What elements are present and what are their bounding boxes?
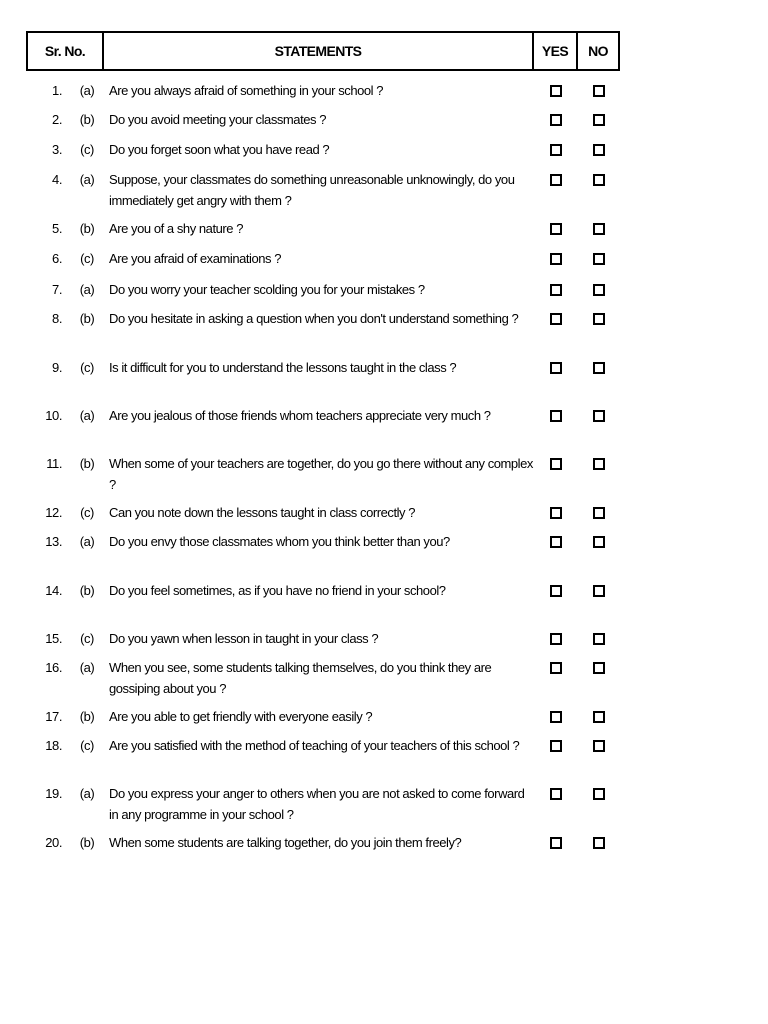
row-number: 3. — [52, 142, 62, 157]
yes-checkbox[interactable] — [550, 85, 562, 97]
row-subpart: (b) — [79, 112, 95, 127]
no-checkbox[interactable] — [593, 144, 605, 156]
yes-checkbox[interactable] — [550, 633, 562, 645]
row-number: 17. — [45, 709, 62, 724]
no-checkbox[interactable] — [593, 788, 605, 800]
yes-checkbox[interactable] — [550, 284, 562, 296]
no-checkbox[interactable] — [593, 85, 605, 97]
no-checkbox[interactable] — [593, 410, 605, 422]
row-subpart: (c) — [80, 738, 94, 753]
yes-checkbox[interactable] — [550, 585, 562, 597]
row-subpart: (a) — [79, 282, 95, 297]
row-subpart: (b) — [79, 456, 95, 471]
row-statement: When some of your teachers are together, do you go there without any complex ? — [109, 456, 533, 492]
no-checkbox[interactable] — [593, 174, 605, 186]
no-checkbox[interactable] — [593, 662, 605, 674]
row-statement: When some students are talking together, do you join them freely? — [109, 835, 462, 850]
no-checkbox[interactable] — [593, 585, 605, 597]
row-statement: Are you of a shy nature ? — [109, 221, 244, 236]
row-number: 1. — [52, 83, 62, 98]
no-checkbox[interactable] — [593, 837, 605, 849]
row-subpart: (a) — [79, 83, 95, 98]
row-statement: Do you feel sometimes, as if you have no friend in your school? — [109, 583, 446, 598]
row-statement: Are you satisfied with the method of teaching of your teachers of this school ? — [109, 738, 520, 753]
yes-checkbox[interactable] — [550, 458, 562, 470]
row-number: 20. — [45, 835, 62, 850]
no-checkbox[interactable] — [593, 633, 605, 645]
table-header — [26, 31, 620, 71]
row-statement: Suppose, your classmates do something unreasonable unknowingly, do you immediately get angry with them ? — [109, 172, 515, 208]
row-statement: Do you hesitate in asking a question when you don't understand something ? — [109, 311, 519, 326]
row-subpart: (b) — [79, 221, 95, 236]
row-number: 9. — [52, 360, 62, 375]
row-number: 16. — [45, 660, 62, 675]
no-checkbox[interactable] — [593, 114, 605, 126]
row-number: 15. — [45, 631, 62, 646]
row-statement: Are you afraid of examinations ? — [109, 251, 282, 266]
row-number: 10. — [45, 408, 62, 423]
yes-checkbox[interactable] — [550, 788, 562, 800]
row-number: 4. — [52, 172, 62, 187]
yes-checkbox[interactable] — [550, 313, 562, 325]
row-number: 8. — [52, 311, 62, 326]
row-statement: Do you yawn when lesson in taught in your class ? — [109, 631, 379, 646]
yes-checkbox[interactable] — [550, 253, 562, 265]
no-checkbox[interactable] — [593, 711, 605, 723]
row-subpart: (c) — [80, 505, 94, 520]
header-statements: STATEMENTS — [104, 33, 534, 69]
row-subpart: (c) — [80, 142, 94, 157]
row-number: 2. — [52, 112, 62, 127]
yes-checkbox[interactable] — [550, 711, 562, 723]
row-subpart: (a) — [79, 534, 95, 549]
yes-checkbox[interactable] — [550, 507, 562, 519]
yes-checkbox[interactable] — [550, 410, 562, 422]
row-statement: Do you worry your teacher scolding you for your mistakes ? — [109, 282, 425, 297]
row-statement: Do you express your anger to others when you are not asked to come forward in any programme in your school ? — [109, 786, 525, 822]
yes-checkbox[interactable] — [550, 837, 562, 849]
row-number: 5. — [52, 221, 62, 236]
row-statement: Is it difficult for you to understand the lessons taught in the class ? — [109, 360, 457, 375]
row-subpart: (c) — [80, 631, 94, 646]
row-number: 6. — [52, 251, 62, 266]
yes-checkbox[interactable] — [550, 662, 562, 674]
row-subpart: (a) — [79, 172, 95, 187]
no-checkbox[interactable] — [593, 223, 605, 235]
no-checkbox[interactable] — [593, 458, 605, 470]
row-subpart: (c) — [80, 251, 94, 266]
yes-checkbox[interactable] — [550, 536, 562, 548]
no-checkbox[interactable] — [593, 284, 605, 296]
row-subpart: (b) — [79, 709, 95, 724]
row-subpart: (a) — [79, 408, 95, 423]
row-number: 13. — [45, 534, 62, 549]
yes-checkbox[interactable] — [550, 362, 562, 374]
row-number: 18. — [45, 738, 62, 753]
row-subpart: (b) — [79, 311, 95, 326]
header-no: NO — [588, 43, 608, 59]
row-subpart: (a) — [79, 660, 95, 675]
row-number: 11. — [46, 456, 62, 471]
row-statement: Are you able to get friendly with everyone easily ? — [109, 709, 373, 724]
row-number: 19. — [45, 786, 62, 801]
row-subpart: (c) — [80, 360, 94, 375]
no-checkbox[interactable] — [593, 740, 605, 752]
no-checkbox[interactable] — [593, 507, 605, 519]
row-subpart: (a) — [79, 786, 95, 801]
no-checkbox[interactable] — [593, 362, 605, 374]
no-checkbox[interactable] — [593, 313, 605, 325]
row-statement: Do you forget soon what you have read ? — [109, 142, 330, 157]
row-statement: Are you always afraid of something in your school ? — [109, 83, 384, 98]
yes-checkbox[interactable] — [550, 740, 562, 752]
row-statement: Do you avoid meeting your classmates ? — [109, 112, 327, 127]
row-number: 12. — [45, 505, 62, 520]
yes-checkbox[interactable] — [550, 223, 562, 235]
header-sr-no: Sr. No. — [28, 33, 104, 69]
row-statement: Are you jealous of those friends whom teachers appreciate very much ? — [109, 408, 491, 423]
row-subpart: (b) — [79, 583, 95, 598]
yes-checkbox[interactable] — [550, 174, 562, 186]
row-statement: Do you envy those classmates whom you think better than you? — [109, 534, 450, 549]
row-number: 14. — [45, 583, 62, 598]
no-checkbox[interactable] — [593, 536, 605, 548]
row-statement: When you see, some students talking themselves, do you think they are gossiping about you ? — [109, 660, 492, 696]
yes-checkbox[interactable] — [550, 144, 562, 156]
header-yes: YES — [534, 33, 578, 69]
row-statement: Can you note down the lessons taught in class correctly ? — [109, 505, 416, 520]
no-checkbox[interactable] — [593, 253, 605, 265]
row-number: 7. — [52, 282, 62, 297]
yes-checkbox[interactable] — [550, 114, 562, 126]
row-subpart: (b) — [79, 835, 95, 850]
